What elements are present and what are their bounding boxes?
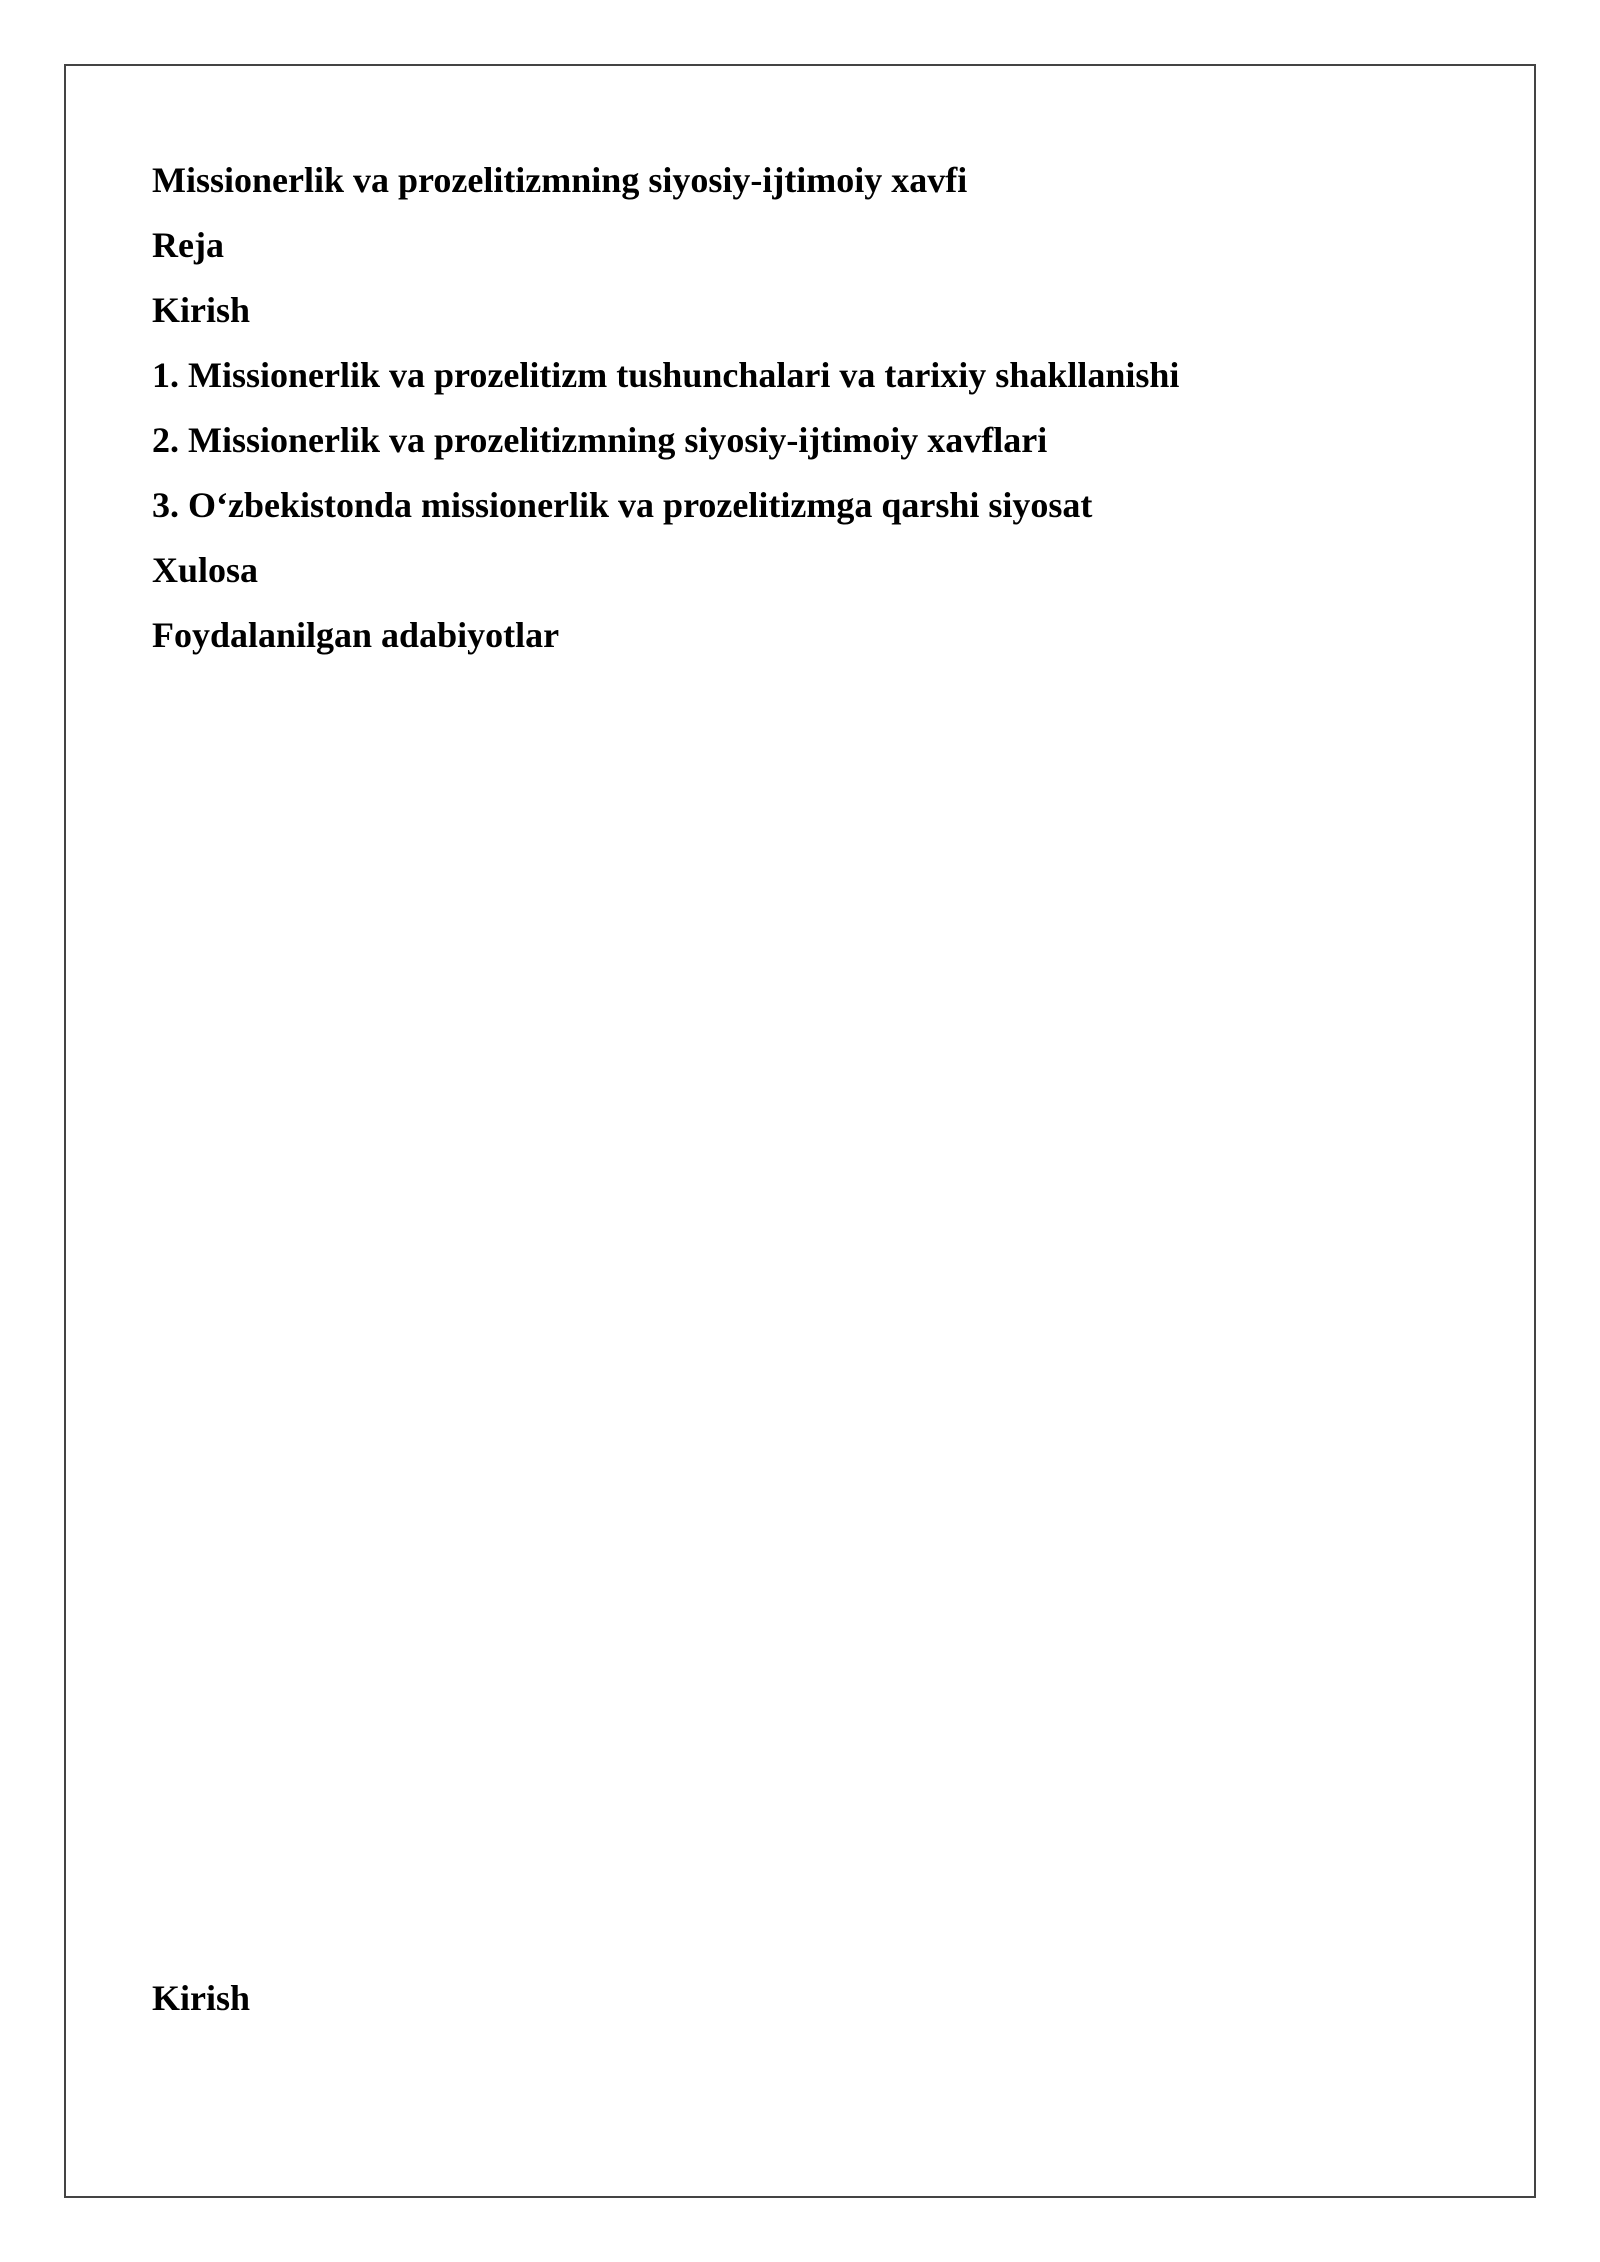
outline-item-2: 2. Missionerlik va prozelitizmning siyosiy-ijtimoiy xavflari [152, 420, 1048, 460]
outline-item-conclusion: Xulosa [152, 550, 259, 590]
plan-heading: Reja [152, 225, 224, 265]
section-heading-introduction: Kirish [152, 1978, 251, 2018]
outline-item-1: 1. Missionerlik va prozelitizm tushunchalari va tarixiy shakllanishi [152, 355, 1180, 395]
outline-item-references: Foydalanilgan adabiyotlar [152, 615, 560, 655]
outline-item-3: 3. O‘zbekistonda missionerlik va prozelitizmga qarshi siyosat [152, 485, 1093, 525]
document-body [152, 148, 1452, 668]
document-title: Missionerlik va prozelitizmning siyosiy-ijtimoiy xavfi [152, 160, 968, 200]
outline-item-introduction: Kirish [152, 290, 251, 330]
